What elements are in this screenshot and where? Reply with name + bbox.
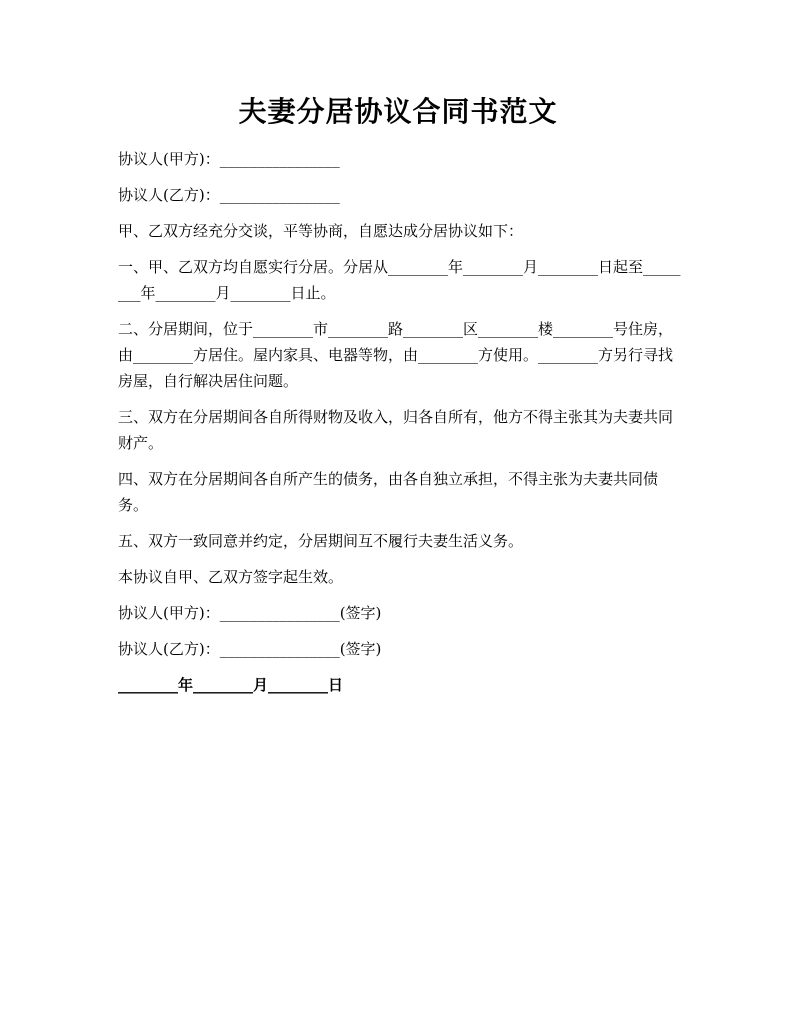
party-a-signature-line: 协议人(甲方)：________________(签字) (118, 604, 382, 622)
clause-4: 四、双方在分居期间各自所产生的债务，由各自独立承担，不得主张为夫妻共同债务。 (118, 470, 659, 514)
effective-clause: 本协议自甲、乙双方签字起生效。 (118, 568, 344, 586)
clause-2: 二、分居期间，位于________市________路________区________楼________号住房，由________方居住。屋内家具、电器等物，由________方使用。________方另行寻找房屋，自行解决居住问题。 (118, 320, 674, 390)
party-b-signature-line: 协议人(乙方)：________________(签字) (118, 640, 382, 658)
intro-paragraph: 甲、乙双方经充分交谈，平等协商，自愿达成分居协议如下： (118, 222, 524, 240)
document-body (118, 146, 684, 698)
party-a-line: 协议人(甲方)：________________ (118, 150, 340, 168)
party-b-line: 协议人(乙方)：________________ (118, 186, 340, 204)
document-title: 夫妻分居协议合同书范文 (238, 95, 558, 128)
clause-1: 一、甲、乙双方均自愿实行分居。分居从________年________月________日起至________年________月________日止。 (118, 258, 681, 302)
clause-5: 五、双方一致同意并约定，分居期间互不履行夫妻生活义务。 (118, 532, 524, 550)
clause-3: 三、双方在分居期间各自所得财物及收入，归各自所有，他方不得主张其为夫妻共同财产。 (118, 408, 674, 452)
signing-date-line: ________年________月________日 (118, 676, 344, 694)
